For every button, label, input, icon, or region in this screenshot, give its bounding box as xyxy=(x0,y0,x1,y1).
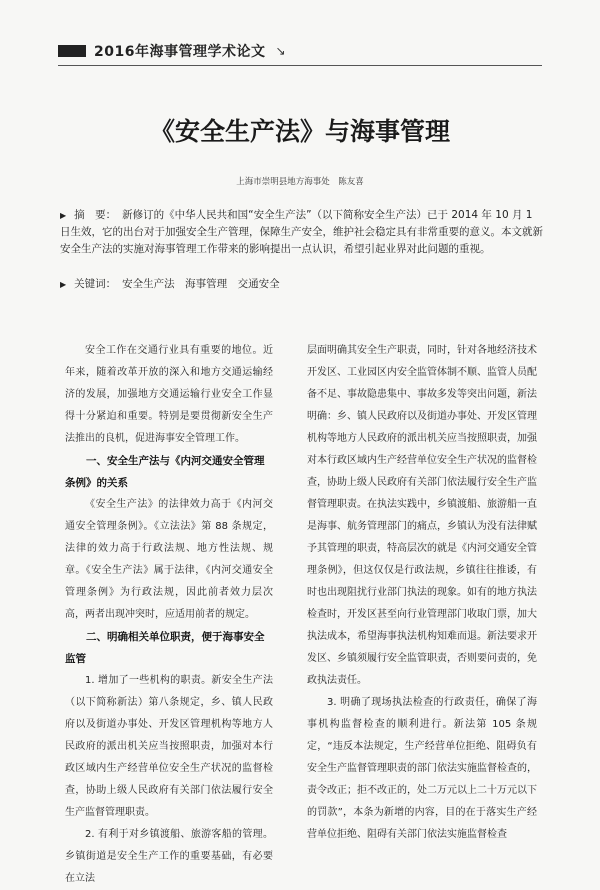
bullet-triangle-icon: ▶ xyxy=(60,280,67,289)
paragraph: 层面明确其安全生产职责，同时，针对各地经济技术开发区、工业园区内安全监管体制不顺、监管人员配备不足、事故隐患集中、事故多发等突出问题，新法明确：乡、镇人民政府以及街道办事处、开发区管理机构等地方人民政府的派出机关应当按照职责，加强对本行政区域内生产经营单位安全生产状况的监督检查，协助上级人民政府有关部门依法履行安全生产监督管理职责。在执法实践中，乡镇渡船、旅游船一直是海事、航务管理部门的痛点，乡镇认为没有法律赋予其管理的职责，特高层次的就是《内河交通安全管理条例》，但这仅仅是行政法规，乡镇往往推诿，有时也出现阻扰行业部门执法的现象。如有的地方执法检查时，开发区甚至向行业管理部门收取门票，加大执法成本，希望海事执法机构知难而退。新法要求开发区、乡镇须履行安全监管职责，否则要问责的，免政执法责任。 xyxy=(307,345,537,686)
journal-header xyxy=(58,40,538,62)
left-column xyxy=(65,340,273,890)
paragraph: 《安全生产法》的法律效力高于《内河交通安全管理条例》。《立法法》第 88 条规定，法律的效力高于行政法规、地方性法规、规章。《安全生产法》属于法律，《内河交通安全管理条例》为行政法规，因此前者效力层次高，两者出现冲突时，应适用前者的规定。 xyxy=(65,499,273,620)
keywords xyxy=(60,276,544,293)
keywords-label: 关键词： xyxy=(74,278,117,290)
journal-title: 2016年海事管理学术论文 xyxy=(94,44,266,60)
abstract-text: 新修订的《中华人民共和国“安全生产法”（以下简称安全生产法）已于 2014 年 10 月 1 日生效，它的出台对于加强安全生产管理，保障生产安全，维护社会稳定具有非常重要的意义。本文就新安全生产法的实施对海事管理工作带来的影响提出一点认识，希望引起业界对此问题的重视。 xyxy=(60,209,543,255)
section-heading: 一、安全生产法与《内河交通安全管理条例》的关系 xyxy=(65,455,265,489)
article-byline: 上海市崇明县地方海事处 陈友喜 xyxy=(236,177,364,187)
bullet-triangle-icon: ▶ xyxy=(60,211,67,220)
paragraph: 安全工作在交通行业具有重要的地位。近年来，随着改革开放的深入和地方交通运输经济的发展，加强地方交通运输行业安全工作显得十分紧迫和重要。特别是要贯彻新安全生产法推出的良机，促进海事安全管理工作。 xyxy=(65,345,273,444)
arrow-mark-icon: ↘ xyxy=(275,44,286,58)
abstract xyxy=(60,207,544,258)
paragraph: 3. 明确了现场执法检查的行政责任，确保了海事机构监督检查的顺利进行。新法第 105 条规定，“违反本法规定，生产经营单位拒绝、阻碍负有安全生产监督管理职责的部门依法实施监督检查的，责令改正；拒不改正的，处二万元以上二十万元以下的罚款”，本条为新增的内容，目的在于落实生产经营单位拒绝、阻碍有关部门依法实施监督检查 xyxy=(307,697,537,840)
article-title: 《安全生产法》与海事管理 xyxy=(149,117,450,146)
header-block-icon xyxy=(58,45,86,57)
paragraph: 1. 增加了一些机构的职责。新安全生产法（以下简称新法）第八条规定，乡、镇人民政府以及街道办事处、开发区管理机构等地方人民政府的派出机关应当按照职责，加强对本行政区域内生产经营单位安全生产状况的监督检查，协助上级人民政府有关部门依法履行安全生产监督管理职责。 xyxy=(65,675,273,818)
right-column xyxy=(307,340,537,846)
keywords-text: 安全生产法 海事管理 交通安全 xyxy=(122,278,280,290)
header-rule xyxy=(58,65,542,66)
paragraph: 2. 有利于对乡镇渡船、旅游客船的管理。乡镇街道是安全生产工作的重要基础，有必要在立法 xyxy=(65,829,273,884)
abstract-label: 摘 要： xyxy=(74,209,117,221)
section-heading: 二、明确相关单位职责，便于海事安全监管 xyxy=(65,631,265,665)
